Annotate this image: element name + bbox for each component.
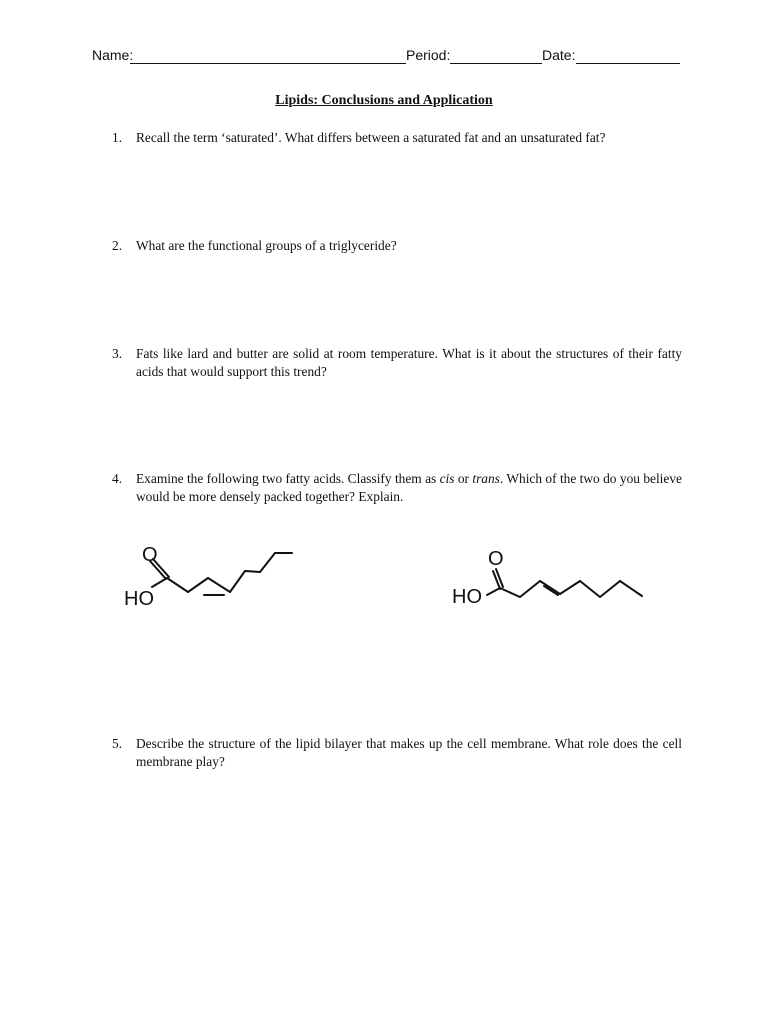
question-number: 2. [112, 238, 123, 253]
hydroxyl-label: HO [124, 588, 154, 610]
page-title: Lipids: Conclusions and Application [275, 93, 493, 108]
question-text: What are the functional groups of a triglyceride? [136, 238, 397, 253]
question-text: Fats like lard and butter are solid at room temperature. What is it about the structures of their fatty acids that would support this trend? [136, 346, 682, 379]
hydroxyl-label: HO [452, 586, 482, 608]
date-label: Date: [542, 47, 576, 63]
question-2 [112, 237, 682, 255]
question-5 [112, 735, 682, 771]
date-blank[interactable] [576, 63, 680, 64]
trans-term: trans [472, 471, 500, 486]
question-4 [112, 470, 682, 506]
period-blank[interactable] [450, 63, 542, 64]
period-label: Period: [406, 47, 451, 63]
question-1 [112, 129, 682, 147]
question-3 [112, 345, 682, 381]
question-text: Describe the structure of the lipid bilayer that makes up the cell membrane. What role does the cell membrane play? [136, 736, 682, 769]
header-line [92, 47, 680, 67]
trans-fatty-acid-structure [440, 545, 650, 615]
question-number: 3. [112, 346, 123, 361]
oxygen-label: O [142, 544, 158, 566]
question-number: 4. [112, 471, 123, 486]
question-number: 1. [112, 130, 123, 145]
name-blank[interactable] [130, 63, 406, 64]
question-text: Recall the term ‘saturated’. What differs between a saturated fat and an unsaturated fat? [136, 130, 606, 145]
question-number: 5. [112, 736, 123, 751]
cis-term: cis [439, 471, 455, 486]
question-text: Examine the following two fatty acids. Classify them as cis or trans. Which of the two do you believe would be more densely packed together? Explain. [136, 471, 682, 504]
cis-fatty-acid-structure [110, 535, 310, 615]
name-label: Name: [92, 47, 134, 63]
oxygen-label: O [488, 548, 504, 570]
